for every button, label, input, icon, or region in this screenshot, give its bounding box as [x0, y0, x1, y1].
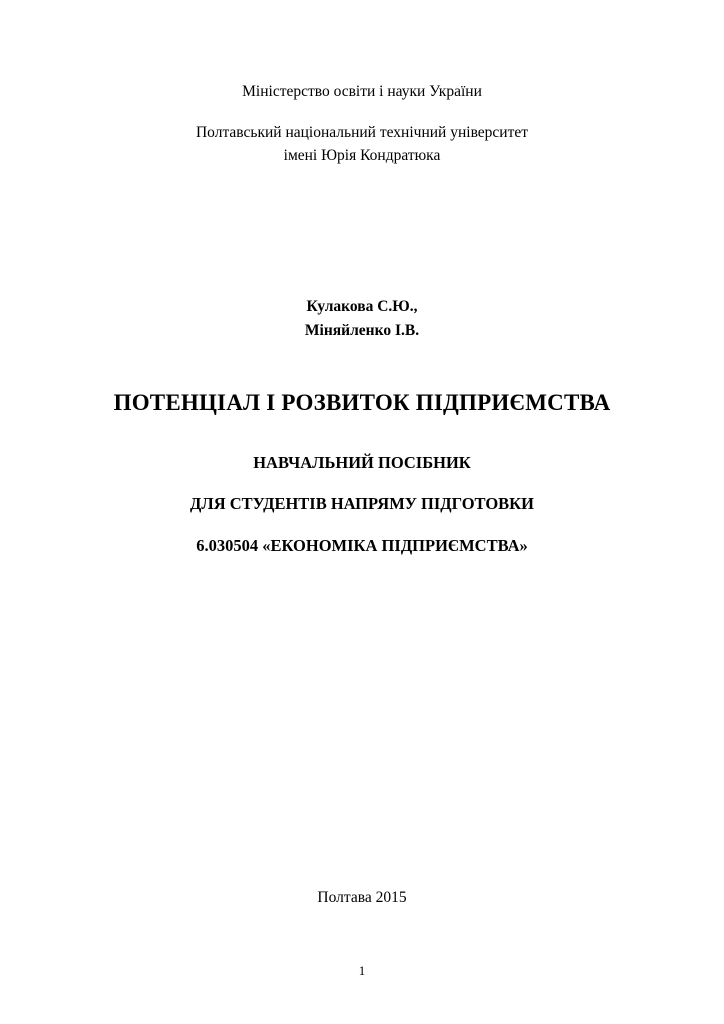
ministry-text: Міністерство освіти і науки України — [242, 83, 482, 100]
place-and-year: Полтава 2015 — [317, 889, 407, 906]
university-line-1: Полтавський національний технічний університет — [195, 124, 529, 141]
subtitle-block — [0, 452, 724, 557]
author-line-2: Міняйленко І.В. — [304, 321, 420, 339]
subtitle-line-2: ДЛЯ СТУДЕНТІВ НАПРЯМУ ПІДГОТОВКИ — [190, 494, 534, 514]
university-line-2: імені Юрія Кондратюка — [283, 146, 441, 164]
authors-block — [0, 297, 724, 342]
book-title: ПОТЕНЦІАЛ І РОЗВИТОК ПІДПРИЄМСТВА — [113, 390, 611, 415]
ministry-heading — [0, 82, 724, 103]
subtitle-line-3: 6.030504 «ЕКОНОМІКА ПІДПРИЄМСТВА» — [196, 535, 528, 555]
university-heading — [0, 123, 724, 167]
page-number: 1 — [358, 963, 366, 978]
subtitle-line-1: НАВЧАЛЬНИЙ ПОСІБНИК — [253, 453, 471, 472]
author-line-1: Кулакова С.Ю., — [306, 298, 418, 315]
